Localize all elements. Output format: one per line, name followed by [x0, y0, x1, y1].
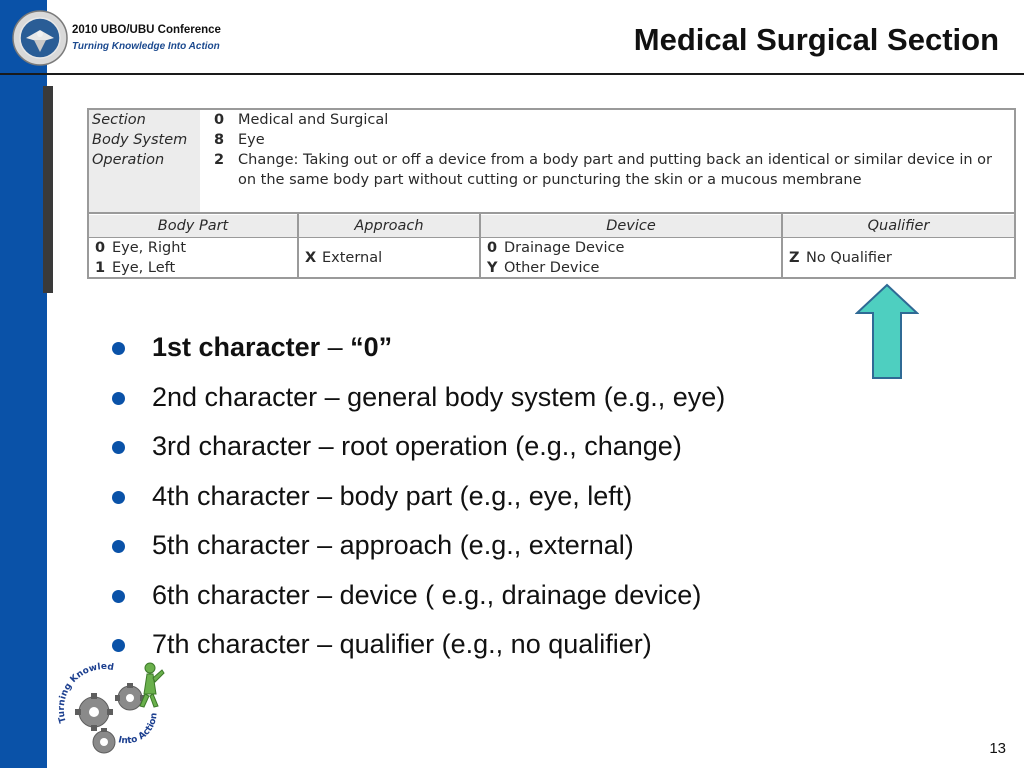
qualifier-label: No Qualifier: [806, 250, 892, 266]
list-item: [112, 472, 725, 522]
bullet-text: 5th character – approach (e.g., external): [152, 530, 634, 560]
dod-seal-icon: [12, 10, 68, 66]
operation-code: 2: [214, 152, 225, 168]
section-value: Medical and Surgical: [238, 112, 389, 128]
bullet-text: 2nd character – general body system (e.g., eye): [152, 381, 726, 412]
list-item: [112, 422, 725, 472]
column-header-qualifier: Qualifier: [783, 215, 1014, 237]
bullet-bold-text: 1st character: [152, 332, 321, 362]
body-part-code: 0: [95, 240, 106, 256]
qualifier-code: Z: [789, 250, 800, 266]
turning-knowledge-gears-logo: [52, 650, 172, 762]
section-label: Section: [92, 112, 146, 128]
list-item: [112, 521, 725, 571]
page-number: 13: [989, 740, 1006, 757]
section-code: 0: [214, 112, 225, 128]
list-item: [112, 620, 725, 670]
qualifier-row: [789, 248, 892, 268]
device-label: Other Device: [504, 260, 600, 276]
operation-value: Change: Taking out or off a device from a body part and putting back an identical or similar device in or on the same body part without cutting or puncturing the skin or a mucous membrane: [238, 152, 992, 188]
bullet-text: 7th character – qualifier (e.g., no qualifier): [152, 629, 652, 659]
column-header-body-part: Body Part: [89, 215, 297, 237]
body-part-row: [95, 238, 186, 258]
slide-header: [0, 0, 1024, 76]
body-system-value: Eye: [238, 132, 265, 148]
device-code: 0: [487, 240, 498, 256]
conference-name: 2010 UBO/UBU Conference: [72, 24, 221, 36]
table-divider: [89, 212, 1014, 214]
device-row: [487, 238, 624, 258]
logo-text-line1: Turning Knowled: [56, 662, 115, 724]
svg-text:Into Action: [117, 712, 159, 746]
conference-tagline: Turning Knowledge Into Action: [72, 41, 220, 52]
approach-row: [305, 248, 382, 268]
bullet-text: 4th character – body part (e.g., eye, left): [152, 480, 633, 511]
bullet-icon: [112, 342, 125, 355]
slide-title: Medical Surgical Section: [633, 22, 999, 57]
bullet-icon: [112, 540, 125, 553]
approach-label: External: [322, 250, 383, 266]
body-system-code: 8: [214, 132, 225, 148]
bullet-icon: [112, 392, 125, 405]
bullet-bold-value: “0”: [350, 332, 393, 362]
accent-bar: [43, 86, 53, 293]
logo-text-line2: Into Action: [117, 712, 160, 747]
list-item: [112, 571, 725, 621]
list-item: [112, 323, 725, 373]
bullet-icon: [112, 590, 125, 603]
body-part-code: 1: [95, 260, 106, 276]
column-header-device: Device: [481, 215, 781, 237]
operation-label: Operation: [92, 152, 165, 168]
bullet-icon: [112, 491, 125, 504]
code-table: [87, 108, 1016, 279]
device-label: Drainage Device: [504, 240, 625, 256]
header-divider: [0, 73, 1024, 75]
device-row: [487, 258, 599, 278]
bullet-icon: [112, 441, 125, 454]
list-item: [112, 373, 725, 423]
left-blue-band: [0, 0, 47, 768]
bullet-text: 6th character – device ( e.g., drainage device): [152, 579, 702, 610]
bullet-dash: –: [320, 332, 351, 362]
character-bullet-list: [112, 323, 725, 670]
body-part-label: Eye, Right: [112, 240, 187, 256]
up-arrow-icon: [855, 283, 919, 386]
bullet-text: 3rd character – root operation (e.g., change): [152, 431, 682, 461]
body-part-label: Eye, Left: [112, 260, 176, 276]
column-header-approach: Approach: [299, 215, 479, 237]
approach-code: X: [305, 250, 317, 266]
body-part-row: [95, 258, 175, 278]
device-code: Y: [487, 260, 498, 276]
body-system-label: Body System: [92, 132, 188, 148]
